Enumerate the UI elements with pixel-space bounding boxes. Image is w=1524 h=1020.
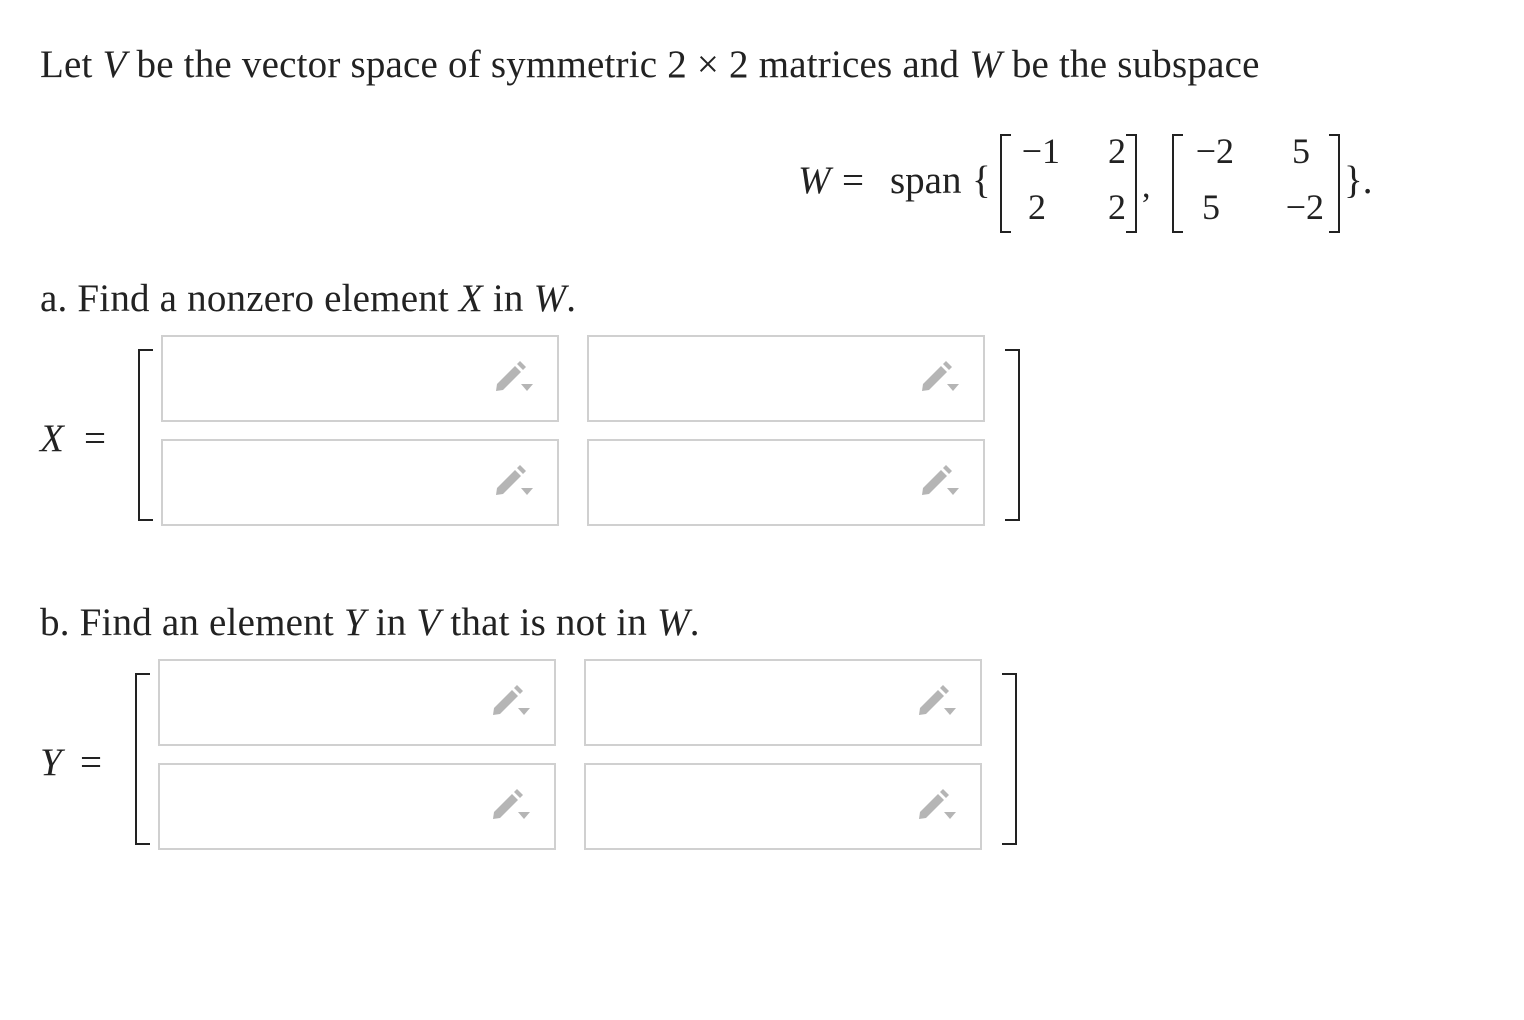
y-cell-12-input[interactable] bbox=[584, 659, 982, 746]
var-x: X bbox=[458, 277, 483, 320]
pencil-dropdown-icon[interactable] bbox=[490, 682, 534, 718]
intro-text: matrices and bbox=[748, 43, 970, 86]
pencil-dropdown-icon[interactable] bbox=[916, 786, 960, 822]
pencil-dropdown-icon[interactable] bbox=[493, 462, 537, 498]
number: 2 bbox=[729, 43, 749, 86]
y-cell-21-input[interactable] bbox=[158, 763, 556, 850]
open-brace: { bbox=[972, 159, 991, 202]
part-b-prompt bbox=[40, 600, 700, 645]
y-cell-22-input[interactable] bbox=[584, 763, 982, 850]
matrix-1-cell: 2 bbox=[1028, 187, 1046, 227]
matrix-2-cell: −2 bbox=[1195, 131, 1234, 171]
var-v: V bbox=[416, 601, 441, 644]
y-right-bracket bbox=[1002, 673, 1017, 845]
x-label: X bbox=[40, 417, 64, 460]
matrix-2-cell: 5 bbox=[1202, 187, 1220, 227]
comma: , bbox=[1142, 168, 1151, 205]
part-a-text: a. Find a nonzero element bbox=[40, 277, 459, 320]
matrix-1-cell: 2 bbox=[1108, 131, 1126, 171]
number: 2 bbox=[667, 43, 687, 86]
pencil-dropdown-icon[interactable] bbox=[916, 682, 960, 718]
matrix-2-right-bracket bbox=[1329, 134, 1340, 233]
problem-statement bbox=[40, 42, 1260, 87]
x-cell-11-input[interactable] bbox=[161, 335, 559, 422]
y-left-bracket bbox=[135, 673, 150, 845]
pencil-dropdown-icon[interactable] bbox=[919, 358, 963, 394]
x-cell-22-input[interactable] bbox=[587, 439, 985, 526]
part-b-text: that is not in bbox=[440, 601, 658, 644]
y-label: Y bbox=[40, 741, 62, 784]
intro-text: be the vector space of symmetric bbox=[126, 43, 668, 86]
times-symbol: × bbox=[686, 43, 730, 86]
close-brace: }. bbox=[1344, 159, 1373, 202]
x-left-bracket bbox=[138, 349, 153, 521]
part-b-text: . bbox=[689, 601, 700, 644]
part-b-text: in bbox=[365, 601, 417, 644]
x-cell-12-input[interactable] bbox=[587, 335, 985, 422]
x-right-bracket bbox=[1005, 349, 1020, 521]
var-y: Y bbox=[343, 601, 366, 644]
formula-lhs: W bbox=[798, 159, 831, 202]
matrix-2-cell: 5 bbox=[1292, 131, 1310, 171]
intro-text: Let bbox=[40, 43, 103, 86]
x-cell-21-input[interactable] bbox=[161, 439, 559, 526]
pencil-dropdown-icon[interactable] bbox=[493, 358, 537, 394]
part-a-text: . bbox=[566, 277, 577, 320]
part-a-prompt bbox=[40, 276, 576, 321]
pencil-dropdown-icon[interactable] bbox=[919, 462, 963, 498]
matrix-1-right-bracket bbox=[1126, 134, 1137, 233]
var-w: W bbox=[969, 43, 1002, 86]
y-cell-11-input[interactable] bbox=[158, 659, 556, 746]
matrix-2-cell: −2 bbox=[1285, 187, 1324, 227]
matrix-1-cell: 2 bbox=[1108, 187, 1126, 227]
intro-text: be the subspace bbox=[1001, 43, 1260, 86]
var-v: V bbox=[102, 43, 127, 86]
equals-sign: = bbox=[80, 741, 102, 784]
equals-sign: = bbox=[842, 159, 864, 202]
var-w: W bbox=[657, 601, 690, 644]
var-w: W bbox=[533, 277, 567, 320]
span-word: span bbox=[890, 159, 962, 202]
part-b-text: b. Find an element bbox=[40, 601, 344, 644]
pencil-dropdown-icon[interactable] bbox=[490, 786, 534, 822]
part-a-text: in bbox=[482, 277, 534, 320]
equals-sign: = bbox=[84, 417, 106, 460]
matrix-1-cell: −1 bbox=[1021, 131, 1060, 171]
